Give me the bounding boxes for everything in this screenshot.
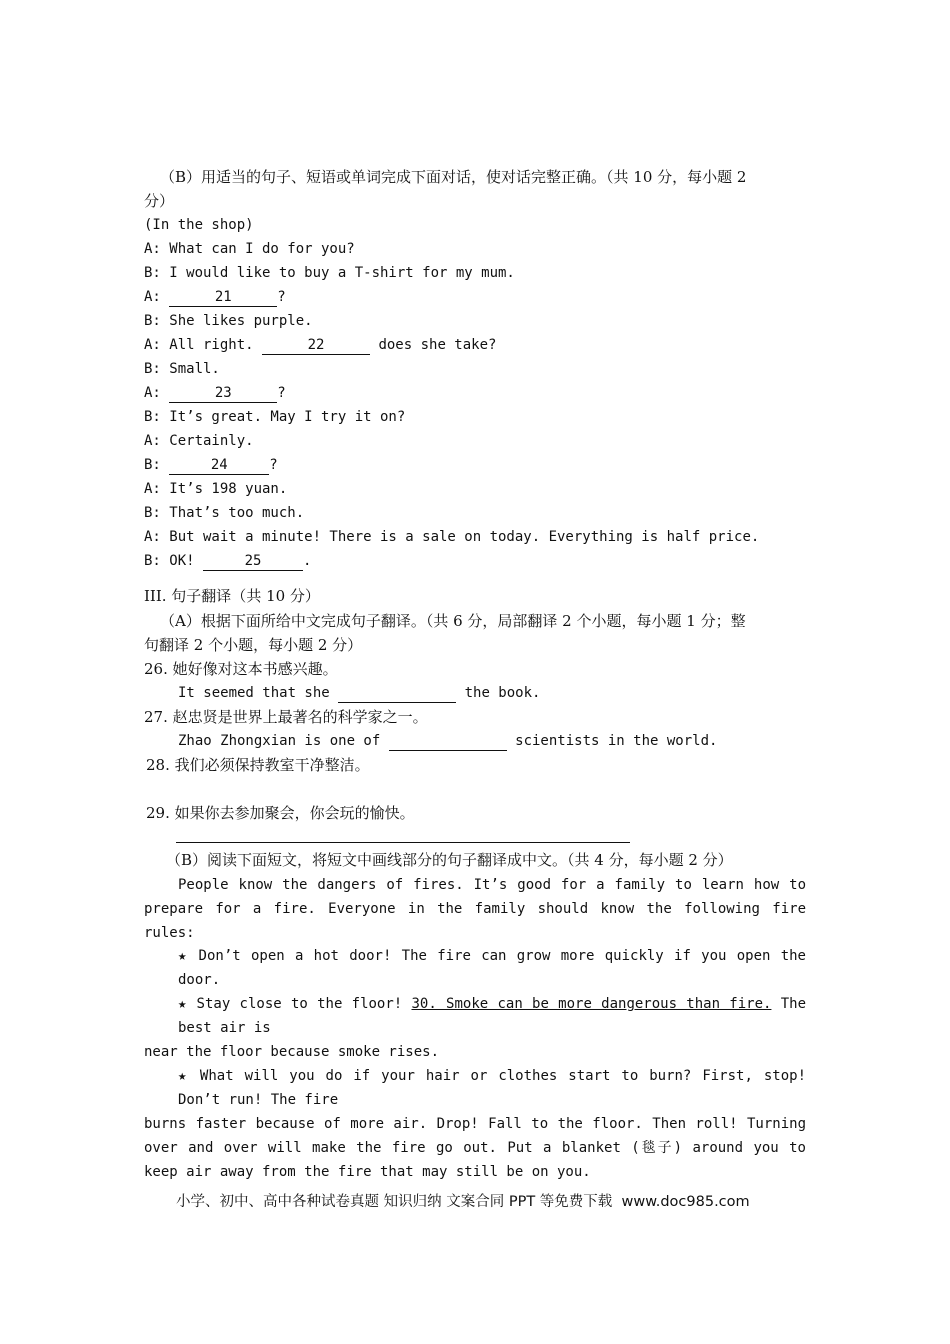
answer-blank-27[interactable]: [389, 732, 507, 751]
dialogue-line: A: 21 ?: [144, 289, 286, 305]
section-3-title: III. 句子翻译（共 10 分）: [144, 587, 320, 605]
rule-line: ★ Stay close to the floor! 30. Smoke can be more dangerous than fire. The: [178, 996, 806, 1012]
section-3a-instruction-cont: 句翻译 2 个小题，每小题 2 分）: [144, 636, 363, 654]
question-26-chinese: 26. 她好像对这本书感兴趣。: [144, 660, 338, 678]
rule-line: over and over will make the fire go out. Put a blanket (毯子) around you to: [144, 1140, 806, 1156]
dialogue-line: B: I would like to buy a T-shirt for my mum.: [144, 265, 515, 281]
question-28-chinese: 28. 我们必须保持教室干净整洁。: [146, 756, 370, 774]
dialogue-line: B: 24 ?: [144, 457, 278, 473]
answer-line-29[interactable]: [176, 842, 630, 843]
rule-line: best air is: [178, 1020, 271, 1036]
passage-line: rules:: [144, 925, 195, 941]
dialogue-line: A: All right. 22 does she take?: [144, 337, 497, 353]
rule-line: Don’t run! The fire: [178, 1092, 339, 1108]
dialogue-line: B: OK! 25 .: [144, 553, 312, 569]
section-b-instruction: （B）用适当的句子、短语或单词完成下面对话，使对话完整正确。（共 10 分，每小题 2: [160, 168, 747, 186]
rule-line: keep air away from the fire that may still be on you.: [144, 1164, 591, 1180]
dialogue-line: A: 23 ?: [144, 385, 286, 401]
dialogue-scene: (In the shop): [144, 217, 254, 233]
passage-line: prepare for a fire. Everyone in the family should know the following fire: [144, 901, 806, 917]
dialogue-line: A: But wait a minute! There is a sale on today. Everything is half price.: [144, 529, 760, 545]
rule-line: door.: [178, 972, 221, 988]
section-3a-instruction: （A）根据下面所给中文完成句子翻译。（共 6 分，局部翻译 2 个小题，每小题 1 分；整: [160, 612, 746, 630]
passage-line: People know the dangers of fires. It’s good for a family to learn how to: [178, 877, 806, 893]
section-3b-instruction: （B）阅读下面短文，将短文中画线部分的句子翻译成中文。（共 4 分，每小题 2 分）: [166, 851, 733, 869]
dialogue-line: A: It’s 198 yuan.: [144, 481, 288, 497]
dialogue-line: B: Small.: [144, 361, 220, 377]
rule-line: burns faster because of more air. Drop! Fall to the floor. Then roll! Turning: [144, 1116, 806, 1132]
question-27-english: Zhao Zhongxian is one of scientists in the world.: [178, 733, 718, 749]
dialogue-line: B: That’s too much.: [144, 505, 305, 521]
footer-watermark: 小学、初中、高中各种试卷真题 知识归纳 文案合同 PPT 等免费下载 www.doc985.com: [176, 1194, 750, 1210]
rule-line: ★ What will you do if your hair or clothes start to burn? First, stop!: [178, 1068, 806, 1084]
question-26-english: It seemed that she the book.: [178, 685, 541, 701]
answer-blank-24[interactable]: 24: [169, 456, 269, 475]
dialogue-line: A: Certainly.: [144, 433, 254, 449]
answer-blank-21[interactable]: 21: [169, 288, 277, 307]
section-b-instruction-cont: 分）: [144, 192, 175, 210]
rule-line: ★ Don’t open a hot door! The fire can grow more quickly if you open the: [178, 948, 806, 964]
question-27-chinese: 27. 赵忠贤是世界上最著名的科学家之一。: [144, 708, 428, 726]
answer-blank-22[interactable]: 22: [262, 336, 370, 355]
question-29-chinese: 29. 如果你去参加聚会，你会玩的愉快。: [146, 804, 415, 822]
answer-blank-25[interactable]: 25: [203, 552, 303, 571]
dialogue-line: B: It’s great. May I try it on?: [144, 409, 406, 425]
dialogue-line: A: What can I do for you?: [144, 241, 355, 257]
answer-blank-23[interactable]: 23: [169, 384, 277, 403]
rule-line: near the floor because smoke rises.: [144, 1044, 440, 1060]
answer-blank-26[interactable]: [338, 684, 456, 703]
underlined-sentence-30: 30. Smoke can be more dangerous than fire.: [411, 996, 772, 1012]
dialogue-line: B: She likes purple.: [144, 313, 313, 329]
